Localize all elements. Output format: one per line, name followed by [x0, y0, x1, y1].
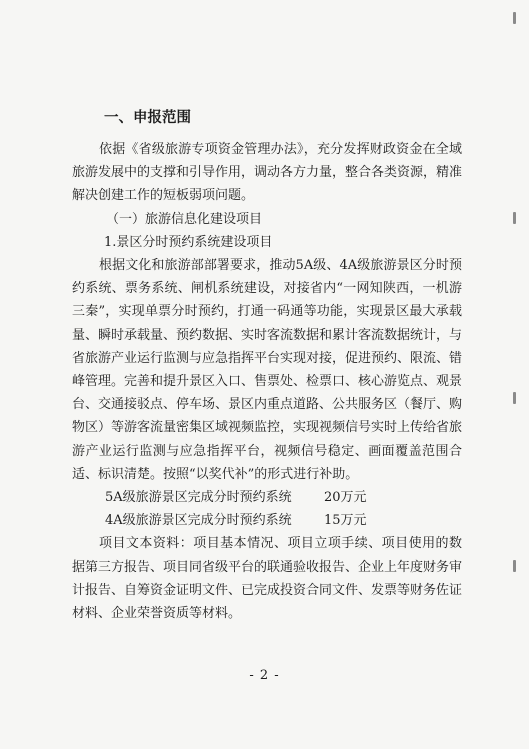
section-heading: 一、申报范围: [104, 110, 191, 126]
intro-paragraph: 依据《省级旅游专项资金管理办法》，充分发挥财政资金在全域旅游发展中的支撑和引导作用，调动各方力量，整合各类资源，精准解决创建工作的短板弱项问题。: [72, 142, 463, 204]
subsidy-row: [72, 509, 462, 532]
scan-edge-mark: [513, 12, 516, 24]
item-heading: 1.景区分时预约系统建设项目: [104, 234, 273, 250]
subsidy-label: 4A级旅游景区完成分时预约系统: [105, 513, 292, 529]
item-paragraph: 根据文化和旅游部部署要求，推动5A级、4A级旅游景区分时预约系统、票务系统、闸机系统建设，对接省内“一网知陕西，一机游三秦”，实现单票分时预约，打通一码通等功能，实现景区最大承载量、瞬时承载量、预约数据、实时客流数据和累计客流数据统计，与省旅游产业运行监测与应急指挥平台实现对接，促进预约、限流、错峰管理。完善和提升景区入口、售票处、检票口、核心游览点、观景台、交通接驳点、停车场、景区内重点道路、公共服务区（餐厅、购物区）等游客流量密集区域视频监控，实现视频信号实时上传给省旅游产业运行监测与应急指挥平台，视频信号稳定、画面覆盖范围合适、标识清楚。按照“以奖代补”的形式进行补助。: [72, 258, 463, 482]
scan-edge-mark: [513, 392, 516, 404]
subsidy-amount: 20万元: [324, 490, 367, 506]
page-number: - 2 -: [249, 668, 280, 683]
subsection-heading: （一）旅游信息化建设项目: [106, 211, 263, 227]
subsidy-amount: 15万元: [324, 513, 367, 529]
subsidy-label: 5A级旅游景区完成分时预约系统: [105, 490, 292, 506]
subsidy-row: [72, 486, 462, 509]
materials-paragraph: 项目文本资料：项目基本情况、项目立项手续、项目使用的数据第三方报告、项目同省级平台的联通验收报告、企业上年度财务审计报告、自筹资金证明文件、已完成投资合同文件、发票等财务佐证材料、企业荣誉资质等材料。: [72, 536, 463, 622]
scan-edge-mark: [513, 212, 516, 224]
scan-edge-mark: [513, 560, 516, 572]
document-body: [72, 138, 462, 625]
